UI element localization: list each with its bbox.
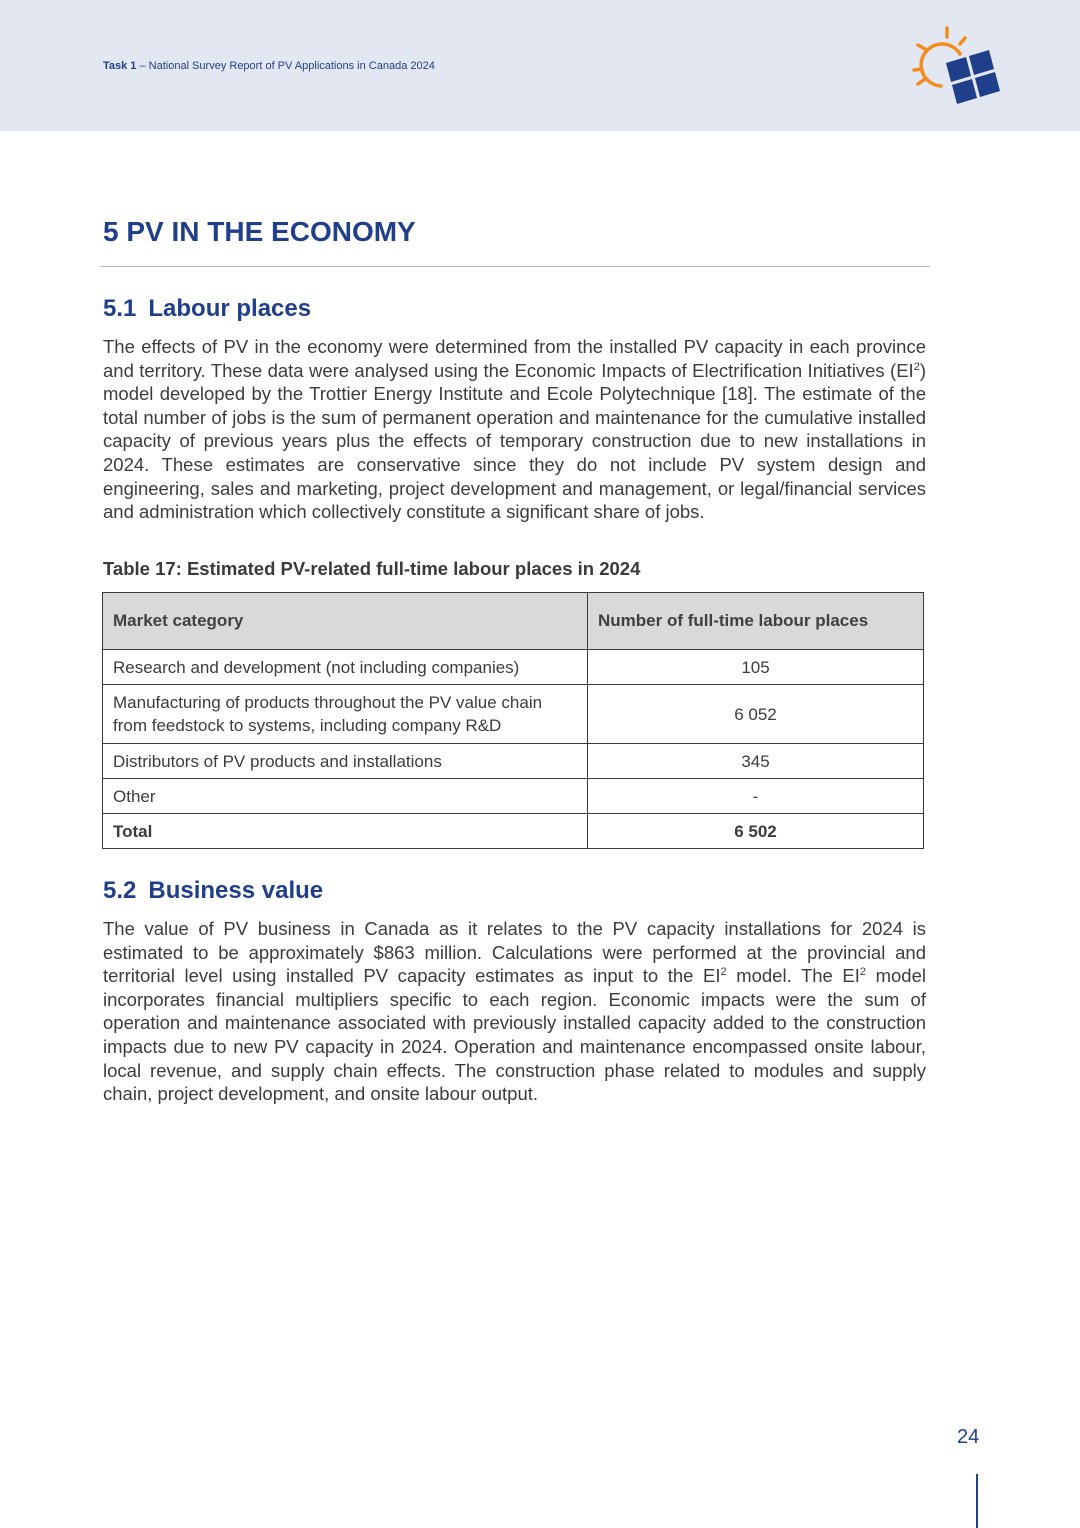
table-row — [103, 779, 924, 814]
page-number-bar — [976, 1474, 978, 1528]
table-cell-category: Research and development (not including companies) — [103, 650, 588, 685]
table-header-market-category: Market category — [103, 593, 588, 650]
table-cell-value: 345 — [588, 744, 924, 779]
running-header — [103, 60, 435, 72]
section-title-labour-text: Labour places — [148, 295, 312, 322]
section-title-business-value — [103, 877, 323, 905]
running-header-task: Task 1 — [103, 60, 137, 72]
section-title-labour-places — [103, 295, 311, 323]
chapter-number: 5 — [103, 216, 119, 247]
section-number-business: 5.2 — [103, 877, 137, 904]
business-paragraph-superscript-1: 2 — [720, 966, 727, 979]
table-header-row — [103, 593, 924, 650]
labour-paragraph-superscript: 2 — [913, 360, 920, 373]
table-header-labour-places: Number of full-time labour places — [588, 593, 924, 650]
table-cell-category: Distributors of PV products and installations — [103, 744, 588, 779]
running-header-title: – National Survey Report of PV Applications in Canada 2024 — [136, 60, 435, 72]
labour-paragraph-part-a: The effects of PV in the economy were determined from the installed PV capacity in each province and territory. These data were analysed using the Economic Impacts of Electrification Initiatives (EI — [103, 336, 926, 381]
table-total-label: Total — [103, 814, 588, 849]
table-cell-value: - — [588, 779, 924, 814]
pv-sun-panel-logo-icon — [905, 24, 1005, 114]
labour-places-table — [102, 592, 924, 849]
table-cell-value: 6 052 — [588, 685, 924, 744]
labour-paragraph-part-b: ) model developed by the Trottier Energy Institute and Ecole Polytechnique [18]. The estimate of the total number of jobs is the sum of permanent operation and maintenance for the cumulative installed capacity of previous years plus the effects of temporary construction due to new installations in 2024. These estimates are conservative since they do not include PV system design and engineering, sales and marketing, project development and management, or legal/financial services and administration which collectively constitute a significant share of jobs. — [103, 359, 926, 523]
section-number-labour: 5.1 — [103, 295, 137, 322]
chapter-divider — [100, 266, 930, 267]
table-total-row — [103, 814, 924, 849]
section-title-business-text: Business value — [148, 877, 324, 904]
business-paragraph-part-1: The value of PV business in Canada as it relates to the PV capacity installations for 2024 is estimated to be approximately $863 million. Calculations were performed at the provincial and territorial level using installed PV capacity estimates as input to the EI — [103, 918, 926, 987]
page-number: 24 — [957, 1426, 980, 1448]
labour-paragraph — [103, 335, 926, 524]
table-cell-category: Other — [103, 779, 588, 814]
business-paragraph — [103, 917, 926, 1106]
table-caption: Table 17: Estimated PV-related full-time labour places in 2024 — [103, 558, 641, 579]
table-row — [103, 650, 924, 685]
business-paragraph-part-2: model. The EI — [726, 965, 860, 987]
chapter-title — [103, 216, 416, 248]
table-cell-category: Manufacturing of products throughout the PV value chain from feedstock to systems, including company R&D — [103, 685, 588, 744]
table-total-value: 6 502 — [588, 814, 924, 849]
business-paragraph-superscript-2: 2 — [859, 966, 867, 979]
business-paragraph-part-3: model incorporates financial multipliers specific to each region. Economic impacts were the sum of operation and maintenance associated with previously installed capacity added to the construction impacts due to new PV capacity in 2024. Operation and maintenance encompassed onsite labour, local revenue, and supply chain effects. The construction phase related to modules and supply chain, project development, and onsite labour output. — [103, 965, 926, 1105]
table-row — [103, 744, 924, 779]
table-row — [103, 685, 924, 744]
chapter-title-text: PV IN THE ECONOMY — [126, 216, 416, 247]
table-cell-value: 105 — [588, 650, 924, 685]
